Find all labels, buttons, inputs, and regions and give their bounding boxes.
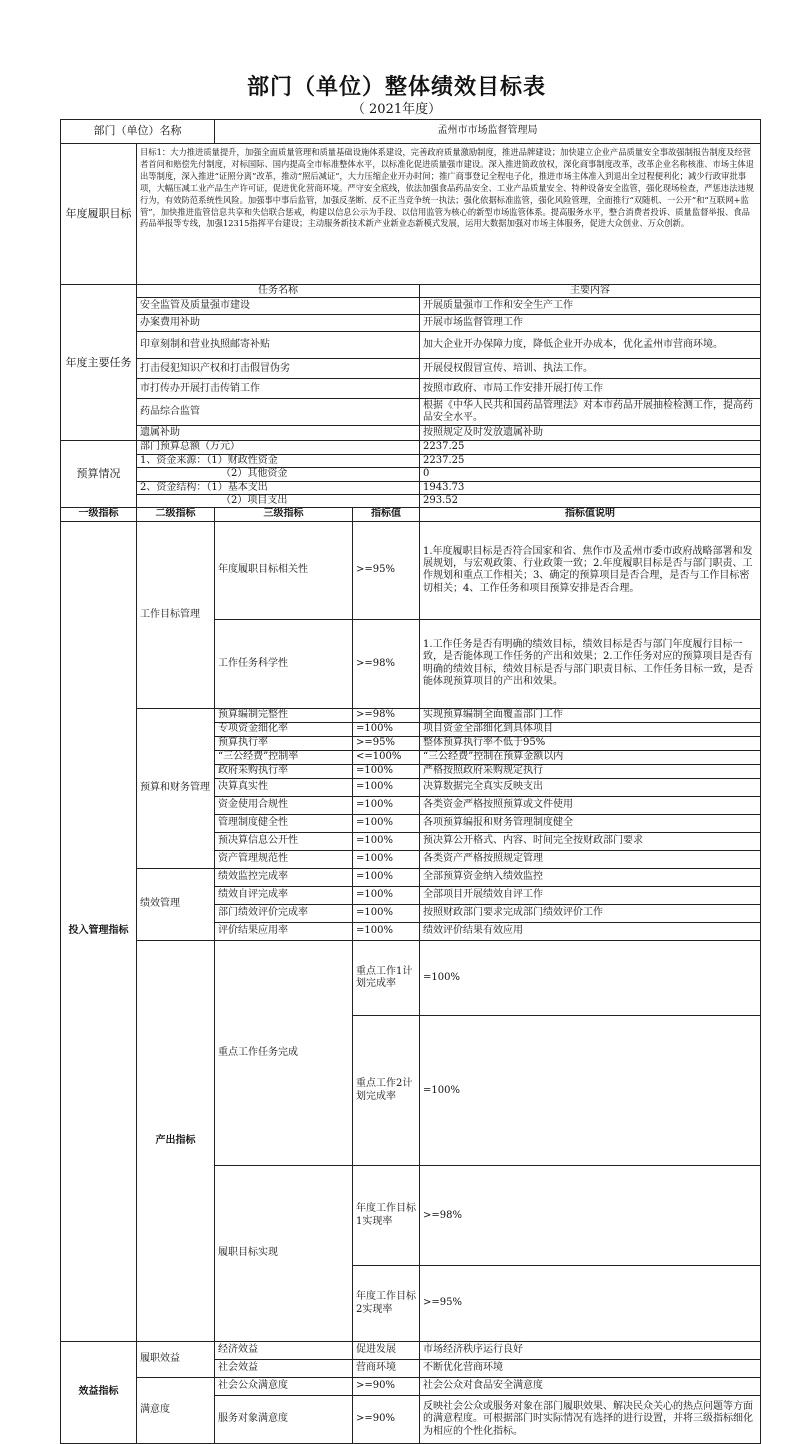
budget-item-value: 0 bbox=[420, 468, 761, 481]
level2-duty: 履职目标实现 bbox=[215, 1166, 353, 1342]
indicator-row bbox=[61, 708, 761, 722]
budget-item-value: 1943.73 bbox=[420, 481, 761, 494]
indicator-value: >=98% bbox=[353, 619, 420, 708]
indicator-row bbox=[61, 1377, 761, 1395]
task-row bbox=[61, 332, 761, 359]
tasks-label: 年度主要任务 bbox=[61, 285, 137, 441]
indicator-value: >=95% bbox=[353, 736, 420, 750]
budget-item-value: 293.52 bbox=[420, 495, 761, 508]
indicator-name: 重点工作2计划完成率 bbox=[353, 1016, 420, 1166]
level2-work: 工作目标管理 bbox=[137, 521, 215, 708]
indicator-value: =100% bbox=[353, 922, 420, 940]
budget-item-label: （2）其他资金 bbox=[137, 468, 420, 481]
dept-row bbox=[61, 120, 761, 144]
task-head: 任务名称 bbox=[137, 285, 420, 298]
task-row bbox=[61, 426, 761, 441]
indicator-value: >=98% bbox=[420, 1166, 761, 1266]
indicator-value: 促进发展 bbox=[353, 1341, 420, 1359]
indicator-name: 绩效自评完成率 bbox=[215, 886, 353, 904]
header-value: 指标值 bbox=[353, 508, 420, 521]
indicator-name: 政府采购执行率 bbox=[215, 764, 353, 778]
budget-item-label: （2）项目支出 bbox=[137, 495, 420, 508]
indicator-desc: 项目资金全部细化到具体项目 bbox=[420, 722, 761, 736]
indicator-name: 经济效益 bbox=[215, 1341, 353, 1359]
indicator-desc: 各类资产严格按照规定管理 bbox=[420, 850, 761, 868]
goal-text: 目标1：大力推进质量提升，加强全面质量管理和质量基础设施体系建设，完善政府质量激励制度，推进品牌建设；加快建立企业产品质量安全事故强制报告制度及经营者首问和赔偿先付制度，对标国际、国内提高全市标准整体水平，以标准化促进质量强市建设。深入推进简政放权，深化商事制度改革，改革企业名称核准、市场主体退出等制度，深入推进“证照分离”改革，推动“照后减证”，大力压缩企业开办时间；推广商事登记全程电子化，推进市场主体准入到退出全过程便利化；减少行政审批事项，大幅压减工业产品生产许可证，促进优化营商环境。严守安全底线，依法加强食品药品安全、工业产品质量安全、特种设备安全监管，强化现场检查，严惩违法违规行为，有效防范系统性风险。加强事中事后监管，加强反垄断、反不正当竞争统一执法；强化依据标准监管，强化风险管理，全面推行“双随机、一公开”和“互联网+监管”，加快推进监管信息共享和失信联合惩戒，构建以信息公示为手段、以信用监管为核心的新型市场监管体系。提高服务水平，整合消费者投诉、质量监督举报、食品药品举报等专线，加强12315指挥平台建设；主动服务新技术新产业新业态新模式发展，运用大数据加强对市场主体服务，促进大众创业、万众创新。 bbox=[137, 144, 761, 285]
budget-row bbox=[61, 454, 761, 467]
budget-item-value: 2237.25 bbox=[420, 454, 761, 467]
header-level1: 一级指标 bbox=[61, 508, 137, 521]
indicator-desc: 市场经济秩序运行良好 bbox=[420, 1341, 761, 1359]
indicator-value: >=95% bbox=[420, 1266, 761, 1341]
indicator-row bbox=[61, 521, 761, 619]
indicator-name: “三公经费”控制率 bbox=[215, 750, 353, 764]
budget-item-label: 部门预算总额（万元） bbox=[137, 441, 420, 454]
indicator-name: 部门绩效评价完成率 bbox=[215, 904, 353, 922]
indicator-name: 资金使用合规性 bbox=[215, 796, 353, 814]
indicator-value: =100% bbox=[353, 814, 420, 832]
budget-item-label: 2、资金结构：（1）基本支出 bbox=[137, 481, 420, 494]
task-content: 加大企业开办保障力度，降低企业开办成本，优化孟州市营商环境。 bbox=[420, 332, 761, 359]
indicator-value: >=90% bbox=[353, 1395, 420, 1443]
task-row bbox=[61, 359, 761, 379]
task-name: 市打传办开展打击传销工作 bbox=[137, 379, 420, 399]
indicator-value: =100% bbox=[353, 764, 420, 778]
indicator-desc: 各类资金严格按照预算或文件使用 bbox=[420, 796, 761, 814]
task-name: 药品综合监管 bbox=[137, 399, 420, 426]
indicator-name: 预决算信息公开性 bbox=[215, 832, 353, 850]
task-row bbox=[61, 399, 761, 426]
level1-output: 产出指标 bbox=[137, 940, 215, 1341]
indicator-desc: 预决算公开格式、内容、时间完全按财政部门要求 bbox=[420, 832, 761, 850]
indicator-name: 年度工作目标1实现率 bbox=[353, 1166, 420, 1266]
indicator-value: =100% bbox=[353, 850, 420, 868]
indicator-desc: 各项预算编报和财务管理制度健全 bbox=[420, 814, 761, 832]
indicator-desc: “三公经费”控制在预算金额以内 bbox=[420, 750, 761, 764]
indicator-desc: 反映社会公众或服务对象在部门履职效果、解决民众关心的热点问题等方面的满意程度。可根据部门时实际情况有选择的进行设置，并将三级指标细化为相应的个性化指标。 bbox=[420, 1395, 761, 1443]
indicator-value: =100% bbox=[353, 904, 420, 922]
budget-row bbox=[61, 481, 761, 494]
level2-performance: 绩效管理 bbox=[137, 868, 215, 940]
indicator-desc: 决算数据完全真实反映支出 bbox=[420, 778, 761, 796]
indicator-name: 服务对象满意度 bbox=[215, 1395, 353, 1443]
task-content: 按照规定及时发放遗属补助 bbox=[420, 426, 761, 441]
indicator-desc: 整体预算执行率不低于95% bbox=[420, 736, 761, 750]
indicator-desc: 绩效评价结果有效应用 bbox=[420, 922, 761, 940]
indicator-desc: 全部预算资金纳入绩效监控 bbox=[420, 868, 761, 886]
task-row bbox=[61, 298, 761, 315]
indicator-desc: 全部项目开展绩效自评工作 bbox=[420, 886, 761, 904]
level2-satisfaction: 满意度 bbox=[137, 1377, 215, 1443]
indicator-value: =100% bbox=[353, 778, 420, 796]
budget-row bbox=[61, 468, 761, 481]
indicator-desc: 实现预算编制全面覆盖部门工作 bbox=[420, 708, 761, 722]
task-row bbox=[61, 379, 761, 399]
indicator-desc: 1.年度履职目标是否符合国家和省、焦作市及孟州市委市政府战略部署和发展规划，与宏观政策、行业政策一致；2.年度履职目标是否与部门职责、工作规划和重点工作相关；3、确定的预算项目是否合理，是否与工作目标密切相关；4、工作任务和项目预算安排是否合理。 bbox=[420, 521, 761, 619]
indicator-desc: 社会公众对食品安全满意度 bbox=[420, 1377, 761, 1395]
task-content: 按照市政府、市局工作安排开展打传工作 bbox=[420, 379, 761, 399]
goal-label: 年度履职目标 bbox=[61, 144, 137, 285]
performance-table bbox=[60, 119, 761, 1444]
indicator-name: 年度工作目标2实现率 bbox=[353, 1266, 420, 1341]
budget-label: 预算情况 bbox=[61, 441, 137, 508]
indicator-header-row bbox=[61, 508, 761, 521]
level2-budget-finance: 预算和财务管理 bbox=[137, 708, 215, 868]
indicator-value: =100% bbox=[353, 868, 420, 886]
level2-duty-effect: 履职效益 bbox=[137, 1341, 215, 1377]
task-name: 打击侵犯知识产权和打击假冒伪劣 bbox=[137, 359, 420, 379]
indicator-value: <=100% bbox=[353, 750, 420, 764]
header-level2: 二级指标 bbox=[137, 508, 215, 521]
indicator-name: 决算真实性 bbox=[215, 778, 353, 796]
task-row bbox=[61, 315, 761, 332]
content-head: 主要内容 bbox=[420, 285, 761, 298]
budget-item-label: 1、资金来源：（1）财政性资金 bbox=[137, 454, 420, 467]
indicator-value: >=90% bbox=[353, 1377, 420, 1395]
indicator-name: 管理制度健全性 bbox=[215, 814, 353, 832]
indicator-value: =100% bbox=[420, 1016, 761, 1166]
task-content: 开展侵权假冒宣传、培训、执法工作。 bbox=[420, 359, 761, 379]
indicator-value: >=98% bbox=[353, 708, 420, 722]
level1-input: 投入管理指标 bbox=[61, 521, 137, 1341]
indicator-value: =100% bbox=[353, 722, 420, 736]
indicator-name: 社会公众满意度 bbox=[215, 1377, 353, 1395]
task-header-row bbox=[61, 285, 761, 298]
indicator-name: 年度履职目标相关性 bbox=[215, 521, 353, 619]
indicator-value: 营商环境 bbox=[353, 1359, 420, 1377]
indicator-name: 工作任务科学性 bbox=[215, 619, 353, 708]
dept-label: 部门（单位）名称 bbox=[61, 120, 215, 144]
task-name: 印章刻制和营业执照邮寄补贴 bbox=[137, 332, 420, 359]
indicator-name: 资产管理规范性 bbox=[215, 850, 353, 868]
header-level3: 三级指标 bbox=[215, 508, 353, 521]
indicator-name: 评价结果应用率 bbox=[215, 922, 353, 940]
indicator-row bbox=[61, 940, 761, 1015]
task-content: 根据《中华人民共和国药品管理法》对本市药品开展抽检检测工作，提高药品安全水平。 bbox=[420, 399, 761, 426]
header-description: 指标值说明 bbox=[420, 508, 761, 521]
page-title: 部门（单位）整体绩效目标表 bbox=[246, 75, 546, 100]
indicator-name: 预算执行率 bbox=[215, 736, 353, 750]
budget-row bbox=[61, 441, 761, 454]
indicator-name: 社会效益 bbox=[215, 1359, 353, 1377]
year-label: （ 2021年度） bbox=[351, 102, 442, 117]
indicator-value: =100% bbox=[353, 832, 420, 850]
goal-row bbox=[61, 144, 761, 285]
indicator-desc: 1.工作任务是否有明确的绩效目标，绩效目标是否与部门年度履行目标一致，是否能体现工作任务的产出和效果；2.工作任务对应的预算项目是否有明确的绩效目标，绩效目标是否与部门职责目标、工作任务目标一致，是否能体现预算项目的产出和效果。 bbox=[420, 619, 761, 708]
dept-name: 孟州市市场监督管理局 bbox=[215, 120, 761, 144]
level1-effect: 效益指标 bbox=[61, 1341, 137, 1443]
indicator-value: =100% bbox=[420, 940, 761, 1015]
task-name: 安全监管及质量强市建设 bbox=[137, 298, 420, 315]
indicator-row bbox=[61, 868, 761, 886]
indicator-desc: 不断优化营商环境 bbox=[420, 1359, 761, 1377]
indicator-name: 专项资金细化率 bbox=[215, 722, 353, 736]
budget-row bbox=[61, 495, 761, 508]
indicator-name: 重点工作1计划完成率 bbox=[353, 940, 420, 1015]
task-name: 办案费用补助 bbox=[137, 315, 420, 332]
level2-key-work: 重点工作任务完成 bbox=[215, 940, 353, 1165]
indicator-desc: 按照财政部门要求完成部门绩效评价工作 bbox=[420, 904, 761, 922]
budget-item-value: 2237.25 bbox=[420, 441, 761, 454]
indicator-value: =100% bbox=[353, 796, 420, 814]
indicator-desc: 严格按照政府采购规定执行 bbox=[420, 764, 761, 778]
task-name: 遗属补助 bbox=[137, 426, 420, 441]
task-content: 开展市场监督管理工作 bbox=[420, 315, 761, 332]
indicator-value: >=95% bbox=[353, 521, 420, 619]
indicator-row bbox=[61, 1341, 761, 1359]
indicator-value: =100% bbox=[353, 886, 420, 904]
task-content: 开展质量强市工作和安全生产工作 bbox=[420, 298, 761, 315]
indicator-name: 预算编制完整性 bbox=[215, 708, 353, 722]
indicator-name: 绩效监控完成率 bbox=[215, 868, 353, 886]
